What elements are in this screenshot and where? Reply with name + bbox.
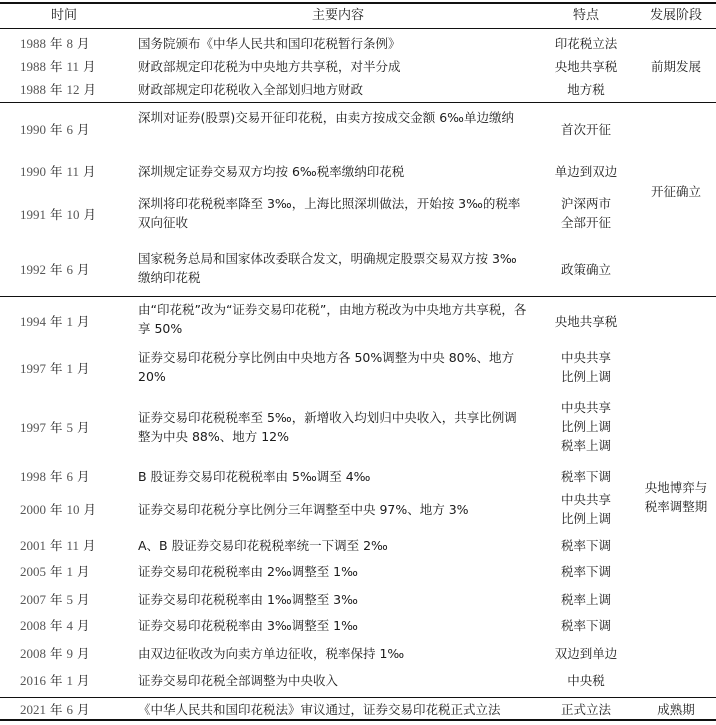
table-row-feature: 税率下调 (560, 469, 611, 484)
table-row-feature: 税率下调 (560, 564, 611, 579)
stage-label: 开征确立 (650, 184, 701, 199)
table-row-feature: 税率上调 (560, 592, 611, 607)
table-row-content: 财政部规定印花税为中央地方共享税，对半分成 (138, 59, 401, 74)
table-row-time: 2005 年 1 月 (20, 564, 90, 579)
table-row-time: 1997 年 1 月 (20, 361, 90, 376)
table-row-time: 2008 年 4 月 (20, 618, 90, 633)
table-row-feature: 税率下调 (560, 538, 611, 553)
table-row-feature: 单边到双边 (554, 164, 618, 179)
header-feature: 特点 (572, 8, 599, 23)
table-bottom-rule (0, 719, 716, 721)
table-row-time: 1988 年 8 月 (20, 36, 90, 51)
table-row-content: 国务院颁布《中华人民共和国印花税暂行条例》 (138, 36, 401, 51)
table-row-time: 1988 年 12 月 (20, 82, 96, 97)
table-row-time: 1988 年 11 月 (20, 59, 96, 74)
table-row-content: 证券交易印花税分享比例分三年调整至中央 97%、地方 3% (138, 502, 469, 517)
table-row-feature: 印花税立法 (554, 36, 618, 51)
table-row-content: 《中华人民共和国印花税法》审议通过，证券交易印花税正式立法 (138, 702, 501, 717)
table-row-content: 证券交易印花税税率由 1‰调整至 3‰ (138, 592, 358, 607)
table-row-time: 1992 年 6 月 (20, 262, 90, 277)
table-row-time: 2021 年 6 月 (20, 702, 90, 717)
table-row-feature: 双边到单边 (554, 646, 618, 661)
header-time: 时间 (50, 8, 77, 23)
table-row-content: 证券交易印花税全部调整为中央收入 (138, 673, 339, 688)
stage-label: 前期发展 (650, 59, 701, 74)
table-row-feature: 央地共享税 (554, 314, 618, 329)
table-row-feature: 税率下调 (560, 618, 611, 633)
table-row-time: 1991 年 10 月 (20, 207, 96, 222)
table-row-content: 由“印花税”改为“证券交易印花税”，由地方税改为中央地方共享税，各享 50% (138, 302, 527, 336)
table-row-content: 由双边征收改为向卖方单边征收，税率保持 1‰ (138, 646, 405, 661)
stage-label: 央地博弈与税率调整期 (644, 480, 708, 514)
group-divider (0, 697, 716, 698)
header-rule (0, 28, 716, 29)
header-content: 主要内容 (311, 8, 364, 23)
table-row-time: 2001 年 11 月 (20, 538, 96, 553)
table-row-time: 2007 年 5 月 (20, 592, 90, 607)
table-row-content: B 股证券交易印花税税率由 5‰调至 4‰ (138, 469, 371, 484)
stage-label: 成熟期 (657, 702, 695, 717)
table-row-content: 证券交易印花税税率由 3‰调整至 1‰ (138, 618, 358, 633)
table-row-content: 国家税务总局和国家体改委联合发文，明确规定股票交易双方按 3‰缴纳印花税 (138, 251, 517, 285)
table-row-feature: 中央税 (567, 673, 605, 688)
table-row-time: 2008 年 9 月 (20, 646, 90, 661)
table-row-content: 证券交易印花税税率由 2‰调整至 1‰ (138, 564, 358, 579)
table-row-feature: 正式立法 (560, 702, 611, 717)
header-stage: 发展阶段 (649, 8, 702, 23)
table-row-feature: 首次开征 (560, 122, 611, 137)
table-row-feature: 沪深两市全部开征 (560, 196, 611, 230)
table-row-time: 1990 年 11 月 (20, 164, 96, 179)
table-row-content: 证券交易印花税税率至 5‰，新增收入均划归中央收入，共享比例调整为中央 88%、地方 12% (138, 410, 517, 444)
table-row-feature: 央地共享税 (554, 59, 618, 74)
table-row-content: 证券交易印花税分享比例由中央地方各 50%调整为中央 80%、地方 20% (138, 350, 515, 384)
table-row-time: 1994 年 1 月 (20, 314, 90, 329)
table-row-time: 2016 年 1 月 (20, 673, 90, 688)
table-row-feature: 中央共享比例上调 (561, 350, 612, 384)
table-row-content: 深圳规定证券交易双方均按 6‰税率缴纳印花税 (138, 164, 405, 179)
table-row-feature: 地方税 (567, 82, 605, 97)
group-divider (0, 296, 716, 297)
table-row-content: 深圳对证券(股票)交易开征印花税，由卖方按成交金额 6‰单边缴纳 (138, 110, 514, 125)
table-row-feature: 中央共享比例上调税率上调 (561, 400, 612, 453)
table-row-feature: 中央共享比例上调 (561, 492, 612, 526)
table-row-content: 深圳将印花税税率降至 3‰，上海比照深圳做法，开始按 3‰的税率双向征收 (138, 196, 521, 230)
table-top-rule (0, 2, 716, 4)
group-divider (0, 102, 716, 103)
table-row-time: 1998 年 6 月 (20, 469, 90, 484)
table-row-feature: 政策确立 (560, 262, 611, 277)
table-row-time: 1990 年 6 月 (20, 122, 90, 137)
table-row-content: A、B 股证券交易印花税税率统一下调至 2‰ (138, 538, 388, 553)
table-row-time: 2000 年 10 月 (20, 502, 96, 517)
table-row-time: 1997 年 5 月 (20, 420, 90, 435)
table-row-content: 财政部规定印花税收入全部划归地方财政 (138, 82, 364, 97)
